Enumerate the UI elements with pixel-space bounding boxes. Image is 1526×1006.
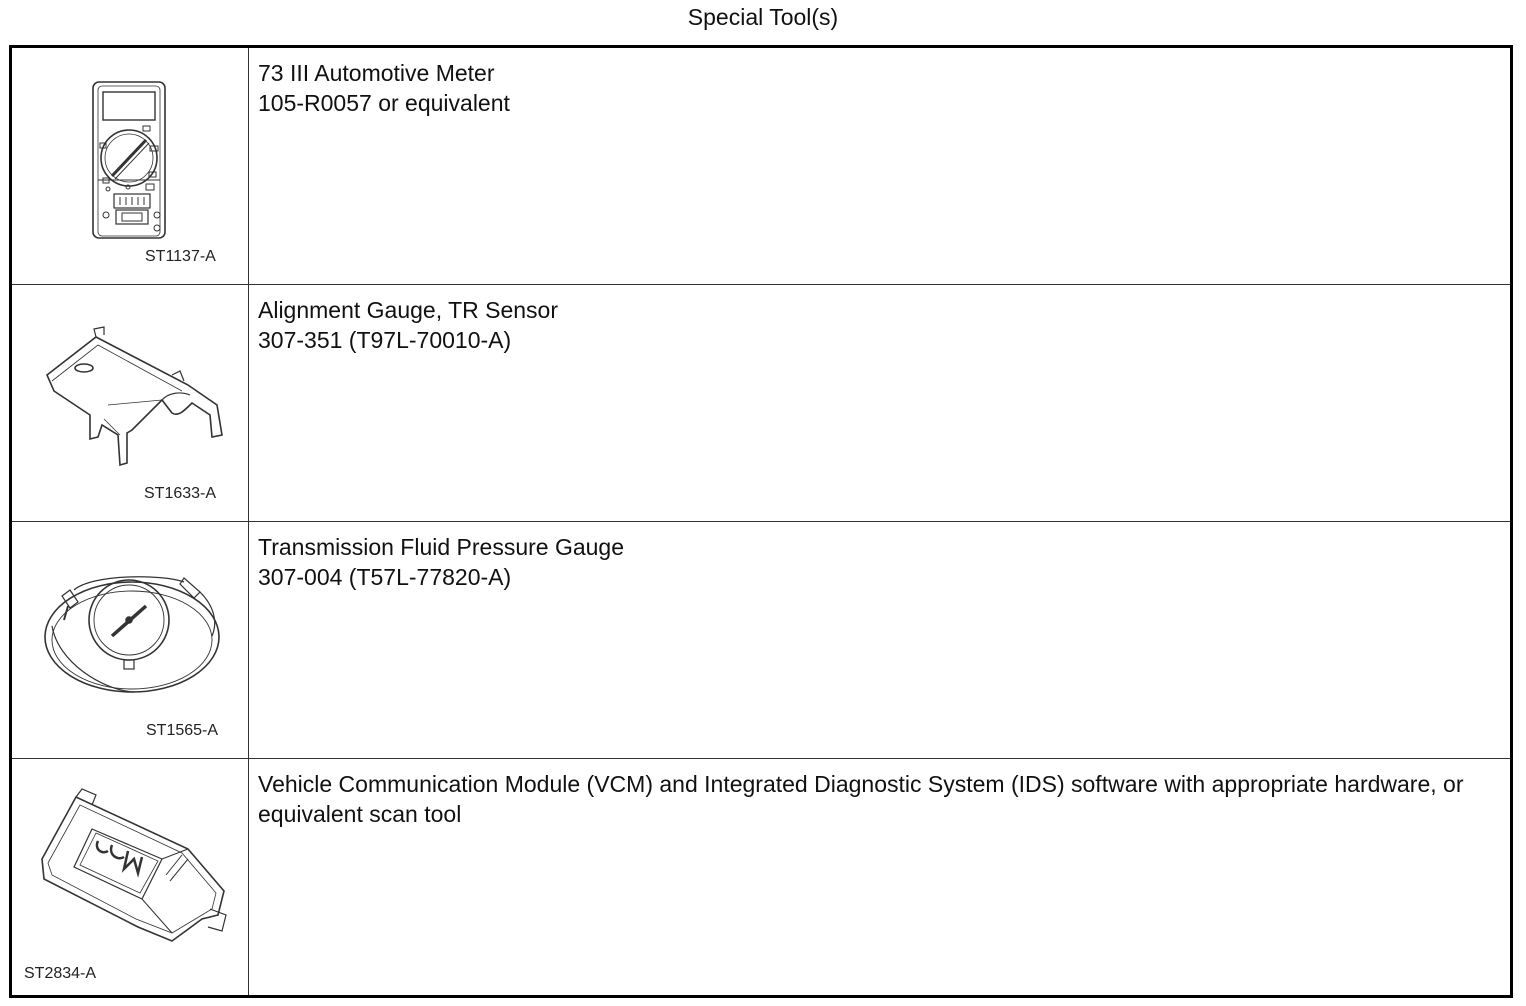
tool-image-cell <box>12 285 249 521</box>
tool-part-number: 105-R0057 or equivalent <box>258 90 510 116</box>
tool-part-number: 307-351 (T97L-70010-A) <box>258 327 512 353</box>
tool-description-cell <box>249 48 1510 284</box>
table-row <box>12 285 1510 522</box>
vcm-module-icon <box>12 759 248 995</box>
tool-description-cell <box>249 522 1510 758</box>
tool-code: ST1137-A <box>145 248 216 265</box>
special-tools-table <box>9 45 1513 998</box>
tool-name: 73 III Automotive Meter <box>258 60 495 86</box>
table-row <box>12 522 1510 759</box>
page-title: Special Tool(s) <box>687 4 839 30</box>
table-row <box>12 759 1510 995</box>
tool-image-cell <box>12 522 249 758</box>
tool-description-cell <box>249 285 1510 521</box>
tool-code: ST1633-A <box>144 485 217 502</box>
tool-description-cell <box>249 759 1510 995</box>
tool-code: ST2834-A <box>24 965 97 982</box>
tool-image-cell <box>12 759 249 995</box>
tool-name: Vehicle Communication Module (VCM) and Integrated Diagnostic System (IDS) software with appropriate hardware, or equivalent scan tool <box>258 771 1470 827</box>
tool-name: Alignment Gauge, TR Sensor <box>258 297 559 323</box>
tool-name: Transmission Fluid Pressure Gauge <box>258 534 625 560</box>
table-row <box>12 48 1510 285</box>
tool-image-cell <box>12 48 249 284</box>
tool-code: ST1565-A <box>146 722 219 739</box>
tool-part-number: 307-004 (T57L-77820-A) <box>258 564 512 590</box>
